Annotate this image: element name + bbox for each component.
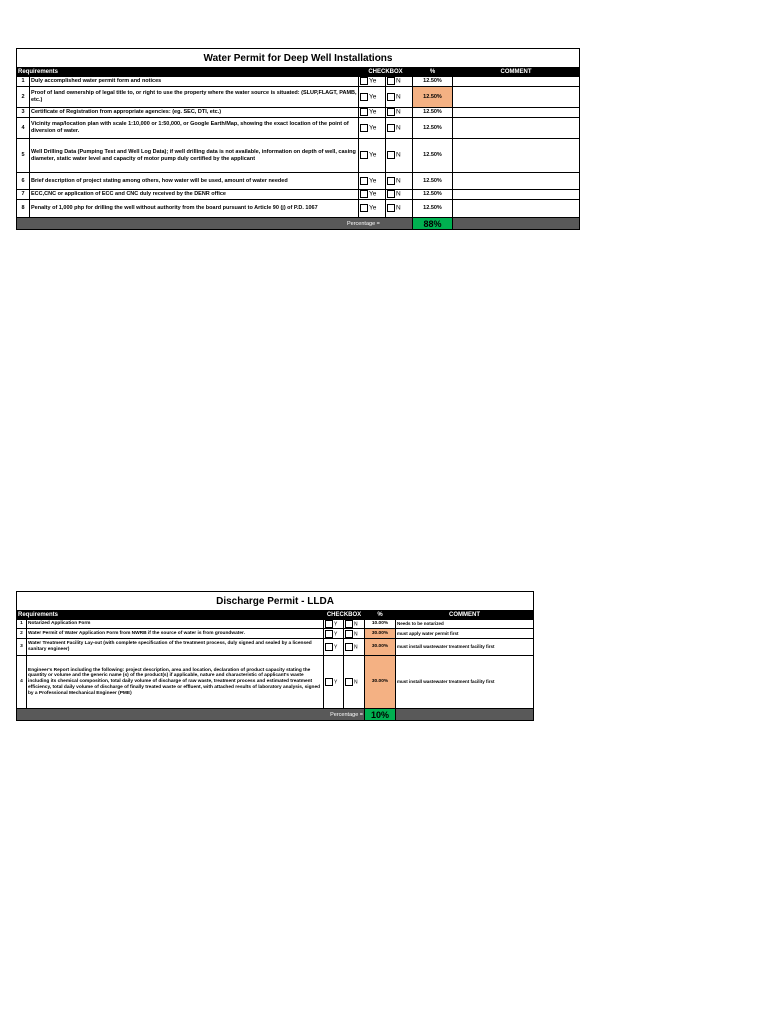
no-label: N (354, 621, 358, 628)
header-requirements: Requirements (17, 611, 324, 620)
comment-cell[interactable]: must install wastewater treatment facility first (396, 639, 534, 656)
no-checkbox-cell[interactable] (386, 87, 413, 108)
requirement-text: Certificate of Registration from appropriate agencies: (eg. SEC, DTI, etc.) (30, 108, 359, 118)
percent-value: 10.00% (365, 620, 396, 629)
requirement-text: Water Treatment Facility Lay-out (with complete specification of the treatment process, duly signed and sealed by a licensed sanitary engineer) (27, 639, 324, 656)
checkbox-icon[interactable] (360, 77, 368, 85)
yes-label: Ye (369, 204, 377, 212)
yes-label: Ye (369, 151, 377, 159)
yes-label: Ye (369, 190, 377, 198)
checkbox-icon[interactable] (387, 108, 395, 116)
row-number: 4 (17, 656, 27, 709)
row-number: 7 (17, 190, 30, 200)
checkbox-icon[interactable] (387, 77, 395, 85)
yes-checkbox-cell[interactable] (359, 190, 386, 200)
percent-value: 12.50% (413, 173, 453, 190)
comment-cell[interactable] (453, 173, 580, 190)
table-row (17, 87, 580, 108)
no-checkbox-cell[interactable] (344, 620, 365, 629)
percentage-value: 10% (365, 709, 396, 721)
no-label: N (396, 77, 401, 85)
no-label: N (396, 190, 401, 198)
checkbox-icon[interactable] (387, 190, 395, 198)
row-number: 3 (17, 108, 30, 118)
row-number: 1 (17, 77, 30, 87)
checkbox-icon[interactable] (345, 643, 353, 651)
percent-value: 12.50% (413, 200, 453, 218)
checkbox-icon[interactable] (360, 124, 368, 132)
yes-label: Y (334, 679, 338, 686)
yes-checkbox-cell[interactable] (359, 87, 386, 108)
checkbox-icon[interactable] (387, 177, 395, 185)
header-checkbox: CHECKBOX (324, 611, 365, 620)
checkbox-icon[interactable] (387, 151, 395, 159)
yes-label: Y (334, 621, 338, 628)
no-checkbox-cell[interactable] (386, 190, 413, 200)
requirement-text: Duly accomplished water permit form and notices (30, 77, 359, 87)
table-row (17, 118, 580, 139)
checkbox-icon[interactable] (325, 678, 333, 686)
no-checkbox-cell[interactable] (386, 108, 413, 118)
yes-label: Y (334, 630, 338, 637)
table-row (17, 200, 580, 218)
comment-cell[interactable] (453, 190, 580, 200)
yes-label: Ye (369, 177, 377, 185)
requirement-text: Vicinity map/location plan with scale 1:10,000 or 1:50,000, or Google Earth/Map, showing the exact location of the point of diversion of water. (30, 118, 359, 139)
requirement-text: ECC,CNC or application of ECC and CNC duly received by the DENR office (30, 190, 359, 200)
no-checkbox-cell[interactable] (344, 639, 365, 656)
checkbox-icon[interactable] (325, 643, 333, 651)
requirement-text: Penalty of 1,000 php for drilling the well without authority from the board pursuant to Article 90 (j) of P.D. 1067 (30, 200, 359, 218)
yes-label: Ye (369, 108, 377, 116)
percent-value: 30.00% (365, 629, 396, 639)
requirement-text: Proof of land ownership of legal title to, or right to use the property where the water source is situated: (SLUP,FLAGT, PAMB, etc.) (30, 87, 359, 108)
requirement-text: Notarized Application Form (27, 620, 324, 629)
checkbox-icon[interactable] (360, 204, 368, 212)
yes-checkbox-cell[interactable] (324, 620, 344, 629)
row-number: 8 (17, 200, 30, 218)
comment-cell[interactable] (453, 108, 580, 118)
yes-label: Ye (369, 93, 377, 101)
checkbox-icon[interactable] (387, 124, 395, 132)
table-row (17, 629, 534, 639)
header-checkbox: CHECKBOX (359, 68, 413, 77)
header-percent: % (413, 68, 453, 77)
no-checkbox-cell[interactable] (386, 118, 413, 139)
checkbox-icon[interactable] (360, 177, 368, 185)
comment-cell[interactable] (453, 77, 580, 87)
no-checkbox-cell[interactable] (344, 656, 365, 709)
checkbox-icon[interactable] (345, 630, 353, 638)
no-checkbox-cell[interactable] (344, 629, 365, 639)
comment-cell[interactable] (453, 200, 580, 218)
row-number: 1 (17, 620, 27, 629)
checkbox-icon[interactable] (387, 204, 395, 212)
table-row (17, 620, 534, 629)
yes-checkbox-cell[interactable] (359, 108, 386, 118)
water-permit-table (16, 48, 580, 230)
row-number: 6 (17, 173, 30, 190)
requirement-text: Brief description of project stating among others, how water will be used, amount of water needed (30, 173, 359, 190)
no-label: N (396, 204, 401, 212)
no-label: N (396, 177, 401, 185)
requirement-text: Well Drilling Data (Pumping Test and Well Log Data); if well drilling data is not available, information on depth of well, casing diameter, static water level and capacity of motor pump duly certified by the applicant (30, 139, 359, 173)
header-requirements: Requirements (17, 68, 359, 77)
footer-blank (453, 218, 580, 230)
checkbox-icon[interactable] (345, 620, 353, 628)
table-title: Discharge Permit - LLDA (17, 592, 534, 611)
comment-cell[interactable]: Needs to be notarized (396, 620, 534, 629)
no-label: N (354, 679, 358, 686)
table-row (17, 656, 534, 709)
checkbox-icon[interactable] (387, 93, 395, 101)
table-row (17, 139, 580, 173)
comment-cell[interactable] (453, 139, 580, 173)
checkbox-icon[interactable] (360, 190, 368, 198)
percent-value: 12.50% (413, 118, 453, 139)
yes-label: Ye (369, 124, 377, 132)
yes-checkbox-cell[interactable] (324, 656, 344, 709)
no-label: N (396, 108, 401, 116)
comment-cell[interactable]: must install wastewater treatment facility first (396, 656, 534, 709)
header-comment: COMMENT (453, 68, 580, 77)
table-row (17, 639, 534, 656)
no-checkbox-cell[interactable] (386, 173, 413, 190)
yes-checkbox-cell[interactable] (359, 118, 386, 139)
row-number: 5 (17, 139, 30, 173)
checkbox-icon[interactable] (345, 678, 353, 686)
checkbox-icon[interactable] (325, 620, 333, 628)
no-label: N (396, 124, 401, 132)
percent-value: 12.50% (413, 87, 453, 108)
table-row (17, 190, 580, 200)
table-row (17, 108, 580, 118)
comment-cell[interactable] (453, 118, 580, 139)
comment-cell[interactable] (453, 87, 580, 108)
no-label: N (354, 630, 358, 637)
discharge-permit-table (16, 591, 534, 721)
percent-value: 12.50% (413, 77, 453, 87)
no-checkbox-cell[interactable] (386, 200, 413, 218)
no-checkbox-cell[interactable] (386, 77, 413, 87)
yes-label: Ye (369, 77, 377, 85)
checkbox-icon[interactable] (360, 108, 368, 116)
percent-value: 12.50% (413, 108, 453, 118)
header-percent: % (365, 611, 396, 620)
yes-checkbox-cell[interactable] (359, 77, 386, 87)
yes-checkbox-cell[interactable] (359, 139, 386, 173)
table-title: Water Permit for Deep Well Installations (17, 49, 580, 68)
no-label: N (396, 93, 401, 101)
percentage-value: 88% (413, 218, 453, 230)
percent-value: 12.50% (413, 139, 453, 173)
row-number: 3 (17, 639, 27, 656)
row-number: 4 (17, 118, 30, 139)
percent-value: 30.00% (365, 656, 396, 709)
requirement-text: Engineer's Report including the following: project description, area and location, declaration of product capacity stating the quantity or volume and the generic name (s) of the product(s) if applicable, nature and characteristic of applicant's waste including its chemical composition, total daily volume of discharge of raw waste, treatment process and estimated treatment efficiency, total daily volume of discharge of finally treated waste or effluent, with attached results of laboratory analysis, signed by a Professional Mechanical Engineer (PME) (27, 656, 324, 709)
header-comment: COMMENT (396, 611, 534, 620)
percent-value: 12.50% (413, 190, 453, 200)
no-label: N (354, 644, 358, 651)
yes-checkbox-cell[interactable] (359, 173, 386, 190)
row-number: 2 (17, 87, 30, 108)
table-row (17, 77, 580, 87)
yes-checkbox-cell[interactable] (359, 200, 386, 218)
requirement-text: Water Permit of Water Application Form from NWRB if the source of water is from groundwater. (27, 629, 324, 639)
checkbox-icon[interactable] (360, 93, 368, 101)
percentage-label: Percentage = (17, 218, 413, 230)
no-checkbox-cell[interactable] (386, 139, 413, 173)
yes-checkbox-cell[interactable] (324, 629, 344, 639)
footer-blank (396, 709, 534, 721)
row-number: 2 (17, 629, 27, 639)
comment-cell[interactable]: must apply water permit first (396, 629, 534, 639)
percentage-label: Percentage = (17, 709, 365, 721)
table-row (17, 173, 580, 190)
checkbox-icon[interactable] (360, 151, 368, 159)
no-label: N (396, 151, 401, 159)
checkbox-icon[interactable] (325, 630, 333, 638)
percent-value: 30.00% (365, 639, 396, 656)
yes-checkbox-cell[interactable] (324, 639, 344, 656)
yes-label: Y (334, 644, 338, 651)
